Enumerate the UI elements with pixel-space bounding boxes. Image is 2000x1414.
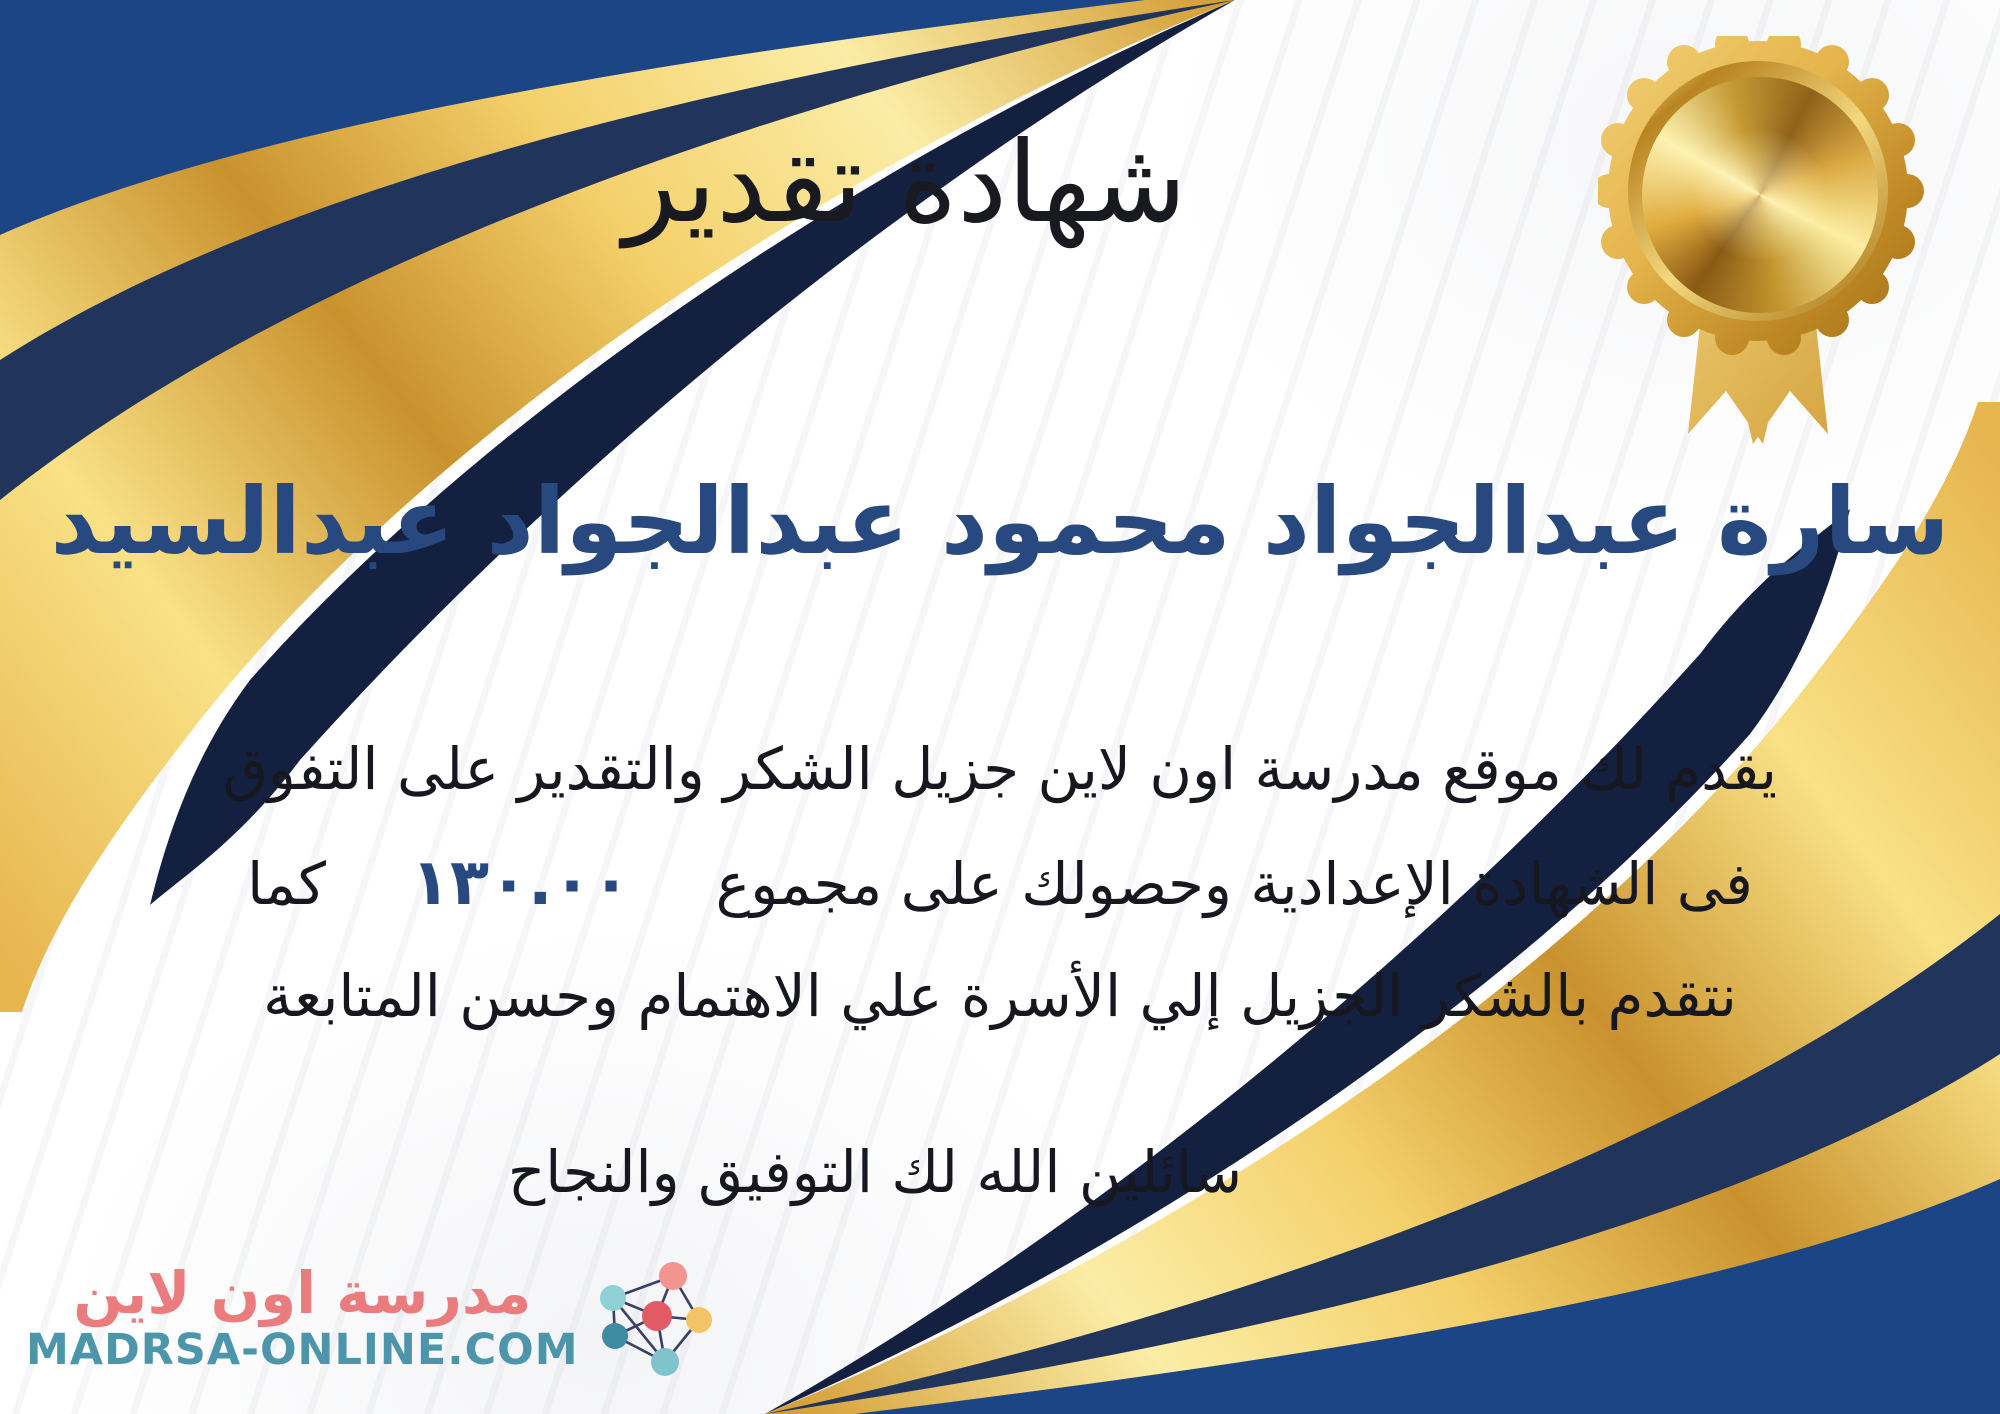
logo-text-block xyxy=(26,1260,579,1374)
body-line2-after: كما xyxy=(247,849,326,918)
closing-wish: سائلين الله لك التوفيق والنجاح xyxy=(507,1138,1243,1206)
network-graph-icon xyxy=(593,1256,719,1378)
site-logo xyxy=(26,1256,719,1378)
medal-face-shine xyxy=(1642,77,1878,313)
body-line1: يقدم لك موقع مدرسة اون لاين جزيل الشكر والتقدير على التفوق xyxy=(222,735,1778,803)
student-name: سارة عبدالجواد محمود عبدالجواد عبدالسيد xyxy=(50,468,1950,575)
logo-domain: MADRSA-ONLINE.COM xyxy=(26,1324,579,1375)
body-line3: نتقدم بالشكر الجزيل إلي الأسرة علي الاهتمام وحسن المتابعة xyxy=(263,961,1737,1030)
body-line2-before: فى الشهادة الإعدادية وحصولك على مجموع xyxy=(715,849,1753,918)
certificate-body xyxy=(40,716,1960,1051)
logo-sitename-arabic: مدرسة اون لاين xyxy=(73,1259,532,1327)
score-value: ١٣٠.٠٠ xyxy=(410,845,631,920)
certificate-title: شهادة تقدير xyxy=(623,118,1187,248)
